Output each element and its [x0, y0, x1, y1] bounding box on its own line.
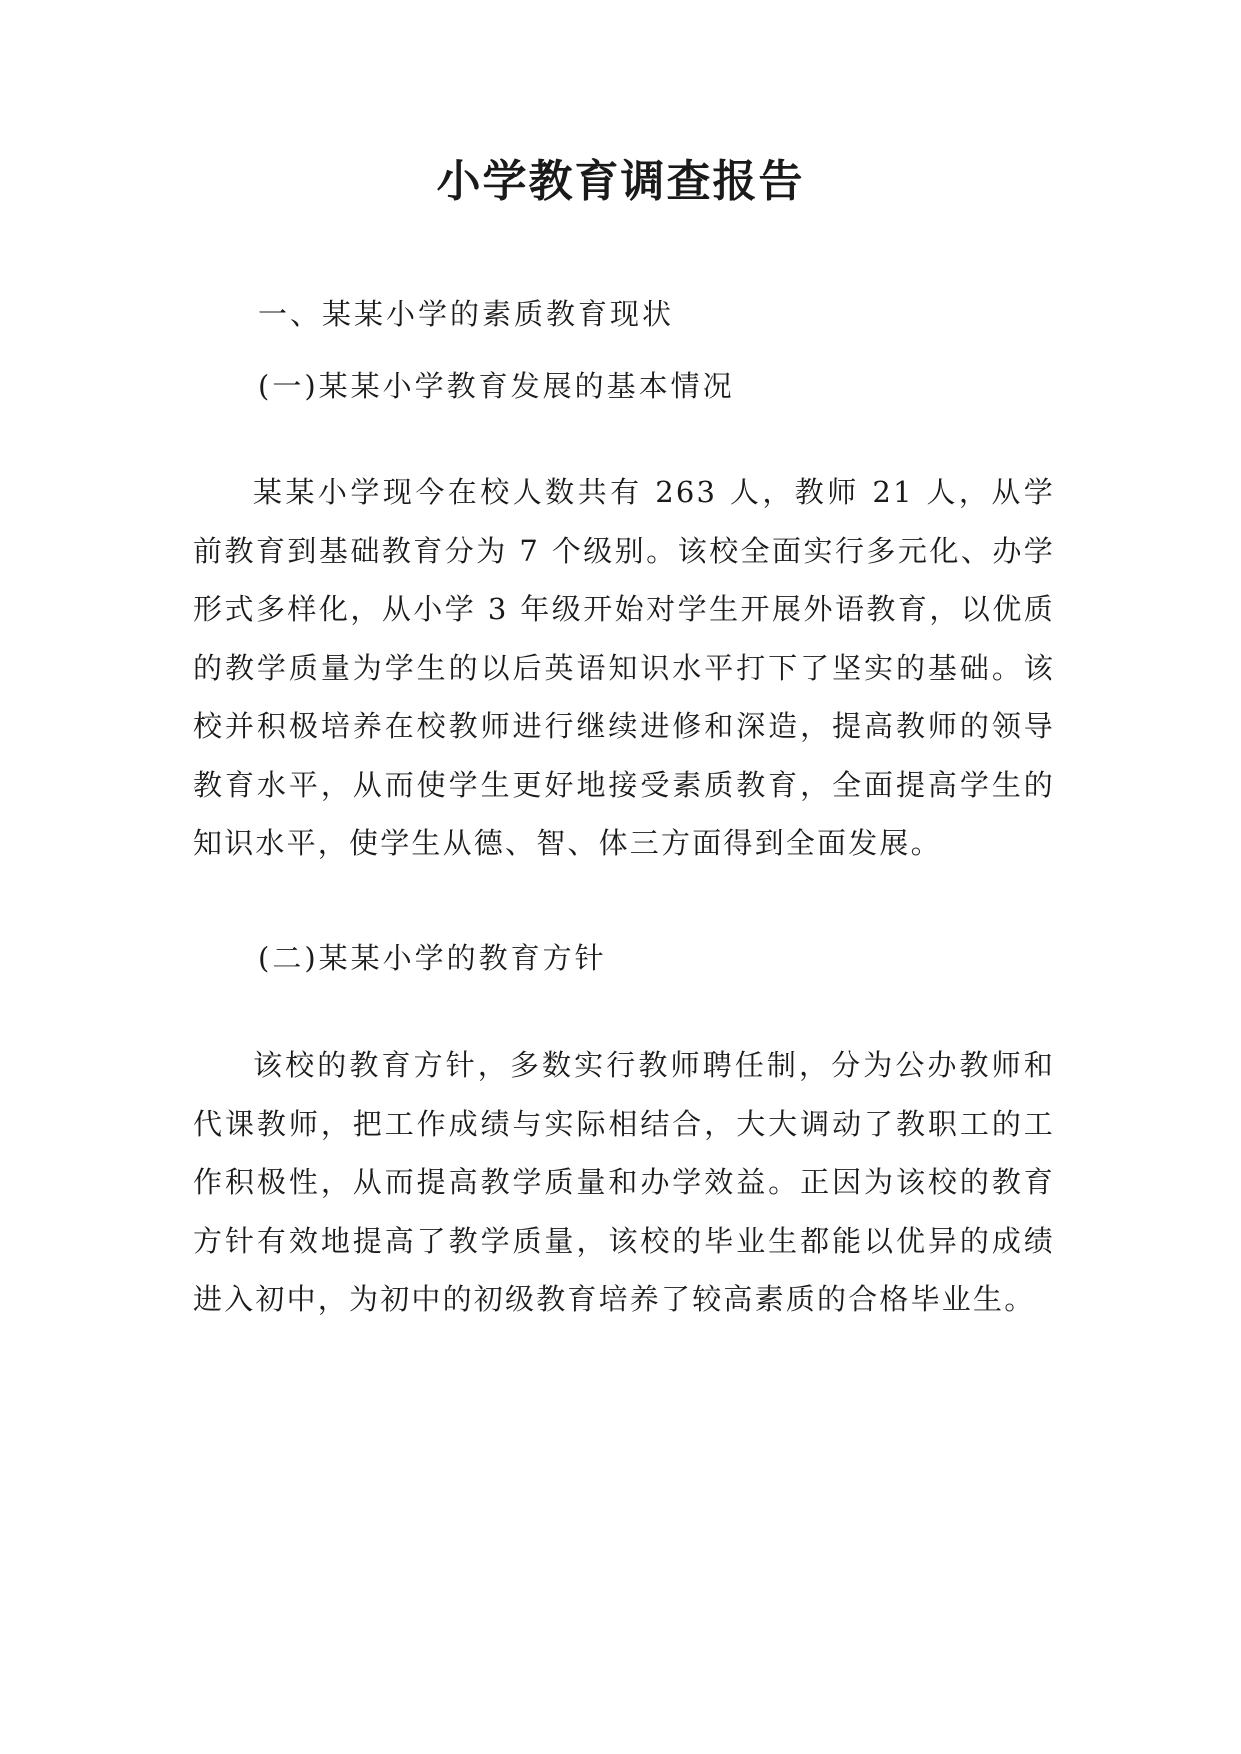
subsection-heading-1: (一)某某小学教育发展的基本情况: [258, 369, 735, 403]
document-title: 小学教育调查报告: [436, 156, 805, 207]
subsection-heading-2: (二)某某小学的教育方针: [258, 941, 607, 975]
section-heading-1: 一、某某小学的素质教育现状: [258, 297, 675, 331]
paragraph-education-policy: 该校的教育方针，多数实行教师聘任制，分为公办教师和代课教师，把工作成绩与实际相结合，大大调动了教职工的工作积极性，从而提高教学质量和办学效益。正因为该校的教育方针有效地提高了教学质量，该校的毕业生都能以优异的成绩进入初中，为初中的初级教育培养了较高素质的合格毕业生。: [193, 1048, 1055, 1316]
paragraph-basic-situation: 某某小学现今在校人数共有 263 人，教师 21 人，从学前教育到基础教育分为 7 个级别。该校全面实行多元化、办学形式多样化，从小学 3 年级开始对学生开展外语教育，以优质的教学质量为学生的以后英语知识水平打下了坚实的基础。该校并积极培养在校教师进行继续进修和深造，提高教师的领导教育水平，从而使学生更好地接受素质教育，全面提高学生的知识水平，使学生从德、智、体三方面得到全面发展。: [193, 475, 1055, 860]
